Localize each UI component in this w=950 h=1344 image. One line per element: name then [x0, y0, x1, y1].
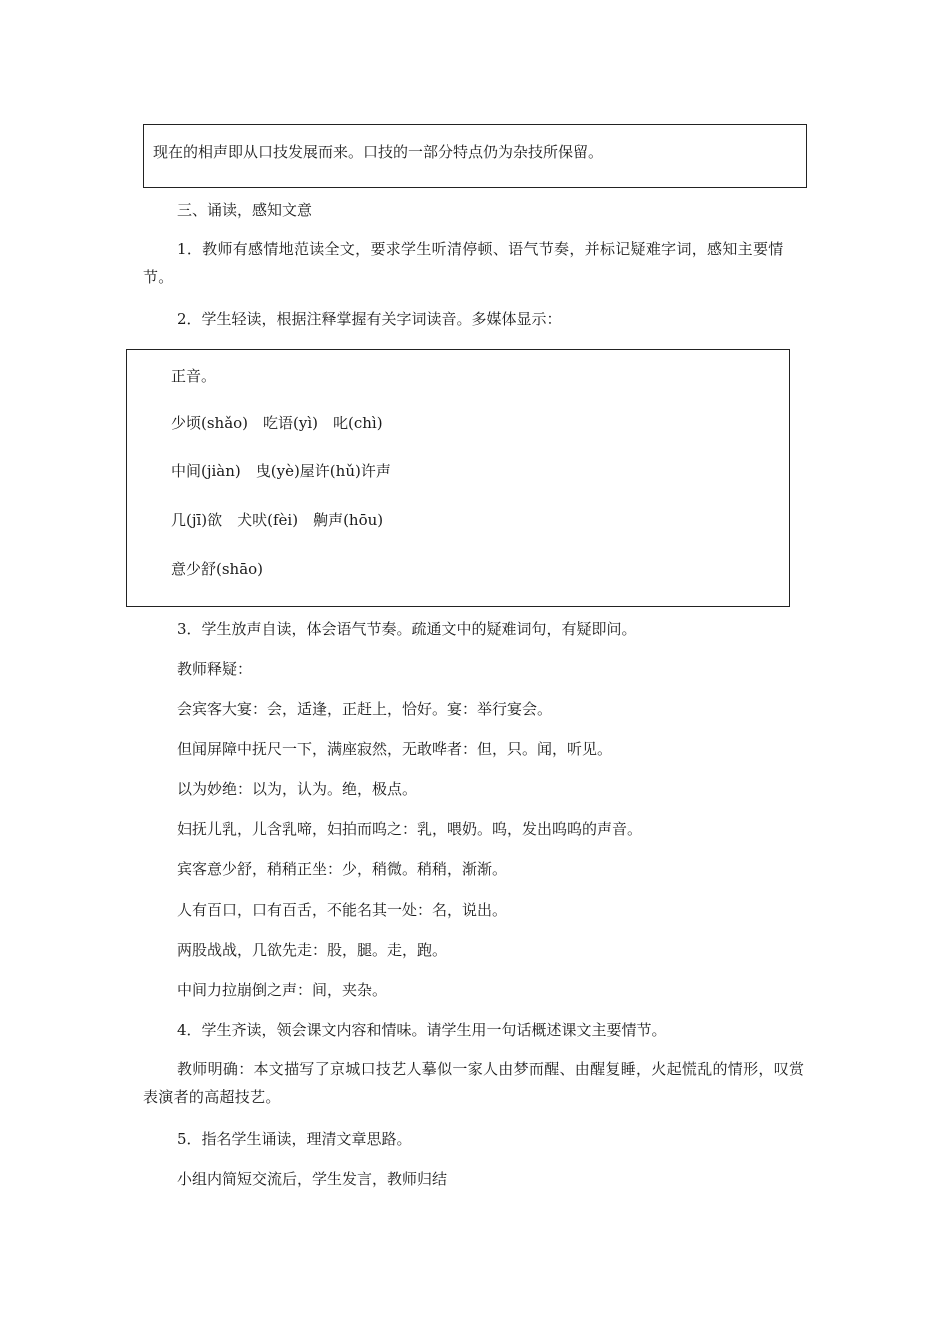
explain-item: 妇抚儿乳，儿含乳啼，妇拍而呜之：乳，喂奶。呜，发出呜呜的声音。	[177, 820, 643, 838]
explain-item: 宾客意少舒，稍稍正坐：少，稍微。稍稍，渐渐。	[177, 860, 508, 878]
explain-item: 两股战战，几欲先走：股，腿。走，跑。	[177, 941, 448, 959]
step-4-paragraph: 4．学生齐读，领会课文内容和情味。请学生用一句话概述课文主要情节。	[177, 1021, 667, 1039]
explain-item: 会宾客大宴：会，适逢，正赶上，恰好。宴：举行宴会。	[177, 700, 553, 718]
pronunciation-line-1: 少顷(shǎo) 吃语(yì) 叱(chì)	[171, 414, 383, 432]
pronunciation-line-4: 意少舒(shāo)	[171, 560, 264, 578]
step-2-paragraph: 2．学生轻读，根据注释掌握有关字词读音。多媒体显示：	[177, 310, 562, 328]
step-5-paragraph: 5．指名学生诵读，理清文章思路。	[177, 1130, 412, 1148]
pronunciation-line-2: 中间(jiàn) 曳(yè)屋许(hǔ)许声	[171, 462, 391, 480]
step-5-note: 小组内简短交流后，学生发言，教师归结	[177, 1170, 448, 1188]
pronunciation-box	[126, 349, 790, 607]
teacher-answer: 教师明确：本文描写了京城口技艺人摹似一家人由梦而醒、由醒复睡，火起慌乱的情形，叹赏表演者的高超技艺。	[143, 1060, 805, 1106]
note-box-1	[143, 124, 807, 188]
explain-item: 以为妙绝：以为，认为。绝，极点。	[177, 780, 418, 798]
section-heading: 三、诵读，感知文意	[177, 201, 313, 219]
pronunciation-line-3: 几(jī)欲 犬吠(fèi) 齁声(hōu)	[171, 511, 384, 529]
explain-item: 但闻屏障中抚尺一下，满座寂然，无敢哗者：但，只。闻，听见。	[177, 740, 613, 758]
step-1-paragraph: 1．教师有感情地范读全文，要求学生听清停顿、语气节奏，并标记疑难字词，感知主要情节。	[143, 240, 784, 286]
note-box-1-text: 现在的相声即从口技发展而来。口技的一部分特点仍为杂技所保留。	[153, 143, 604, 161]
explain-item: 中间力拉崩倒之声：间，夹杂。	[177, 981, 388, 999]
pronunciation-title: 正音。	[171, 367, 217, 385]
explain-item: 人有百口，口有百舌，不能名其一处：名，说出。	[177, 901, 508, 919]
teacher-explain-label: 教师释疑：	[177, 660, 253, 678]
step-3-paragraph: 3．学生放声自读，体会语气节奏。疏通文中的疑难词句，有疑即问。	[177, 620, 637, 638]
